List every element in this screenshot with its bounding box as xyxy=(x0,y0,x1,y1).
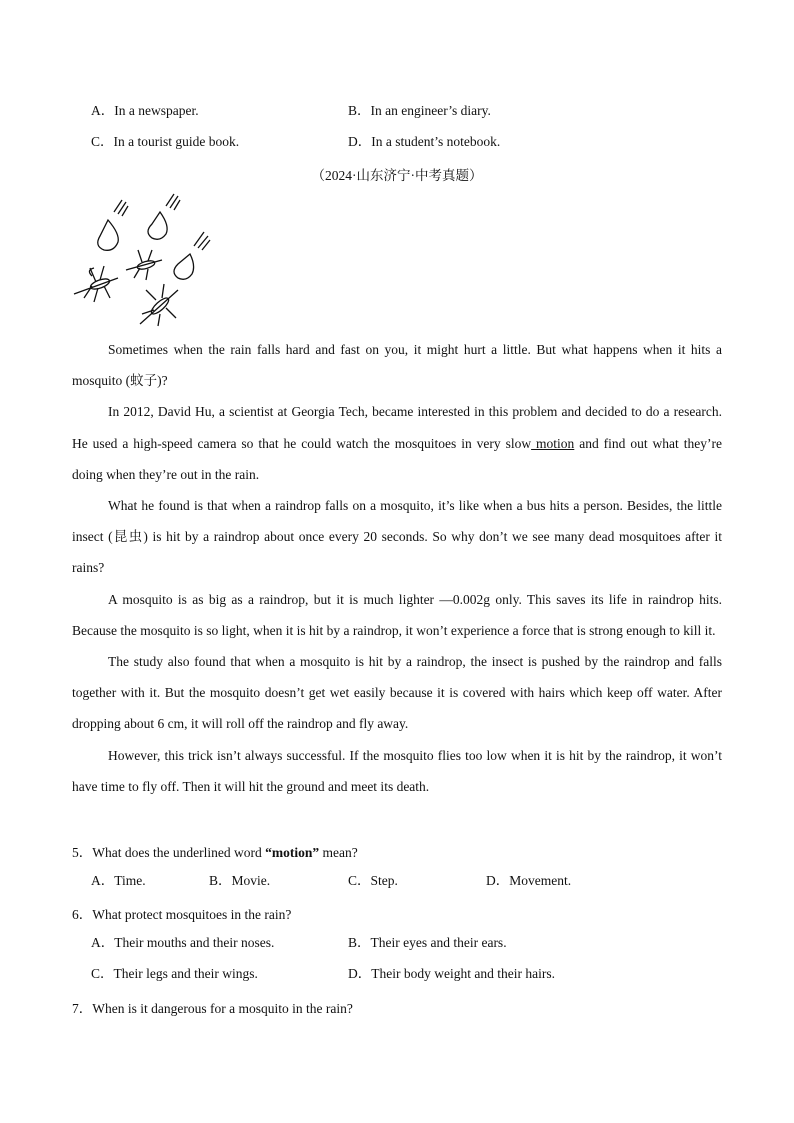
raindrop-2-icon xyxy=(148,212,167,239)
passage-paragraph-1: Sometimes when the rain falls hard and fast on you, it might hurt a little. But what happens when it hits a mosquito (蚊子)? xyxy=(72,342,722,389)
passage-paragraph-5: The study also found that when a mosquito is hit by a raindrop, the insect is pushed by the raindrop and falls together with it. But the mosquito doesn’t get wet easily because it is covered with hairs which keep off water. After dropping about 6 cm, it will roll off the raindrop and fly away. xyxy=(72,654,722,732)
prev-option-b: B．In an engineer’s diary. xyxy=(348,103,491,118)
paragraph-2-text-start: In 2012, David Hu, a scientist at Georgia Tech, became interested in this problem and decided to do a research. He used a high-speed camera so that he could watch the mosquitoes in very slow xyxy=(72,404,722,451)
underlined-word-motion: motion xyxy=(531,435,575,451)
passage-paragraph-3: What he found is that when a raindrop falls on a mosquito, it’s like when a bus hits a person. Besides, the little insect (昆虫) is hit by a raindrop about once every 20 seconds. So why don’t we see many dead mosquitoes after it rains? xyxy=(72,498,722,576)
prev-option-c: C．In a tourist guide book. xyxy=(91,134,240,149)
prev-option-a: A．In a newspaper. xyxy=(91,103,199,118)
raindrop-3-icon xyxy=(174,254,194,279)
q5-option-a[interactable]: A．Time. xyxy=(91,873,146,888)
mosquito-2-icon xyxy=(126,250,162,280)
question-6-stem: 6．What protect mosquitoes in the rain? xyxy=(72,907,292,922)
q5-stem-after: mean? xyxy=(319,845,358,860)
raindrop-1-icon xyxy=(98,220,119,250)
q5-stem-before: 5．What does the underlined word xyxy=(72,845,266,860)
mosquito-3-icon xyxy=(140,284,178,326)
reading-passage xyxy=(72,334,722,802)
question-7-stem: 7．When is it dangerous for a mosquito in the rain? xyxy=(72,1001,353,1016)
q6-option-c[interactable]: C．Their legs and their wings. xyxy=(91,966,258,981)
passage-paragraph-4: A mosquito is as big as a raindrop, but it is much lighter —0.002g only. This saves its life in raindrop hits. Because the mosquito is so light, when it is hit by a raindrop, it won’t experience a force that is strong enough to kill it. xyxy=(72,591,722,638)
q6-option-b[interactable]: B．Their eyes and their ears. xyxy=(348,935,507,950)
prev-option-d: D．In a student’s notebook. xyxy=(348,134,501,149)
raindrops-and-mosquitoes-illustration xyxy=(70,190,220,330)
passage-paragraph-6: However, this trick isn’t always successful. If the mosquito flies too low when it is hit by the raindrop, it won’t have time to fly off. Then it will hit the ground and meet its death. xyxy=(72,747,722,794)
q5-stem-bold: “motion” xyxy=(265,845,320,860)
paragraph-2-text-end: and find out what they’re doing when they’re out in the rain. xyxy=(72,435,722,482)
q5-option-b[interactable]: B．Movie. xyxy=(209,873,271,888)
question-5-stem xyxy=(72,841,358,861)
q5-option-d[interactable]: D．Movement. xyxy=(486,873,572,888)
q6-option-a[interactable]: A．Their mouths and their noses. xyxy=(91,935,275,950)
passage-paragraph-2 xyxy=(72,396,722,490)
q5-option-c[interactable]: C．Step. xyxy=(348,873,398,888)
mosquito-1-icon xyxy=(74,266,118,302)
source-label: （2024·山东济宁·中考真题） xyxy=(311,168,483,183)
q6-option-d[interactable]: D．Their body weight and their hairs. xyxy=(348,966,555,981)
illustration-svg xyxy=(70,190,220,330)
